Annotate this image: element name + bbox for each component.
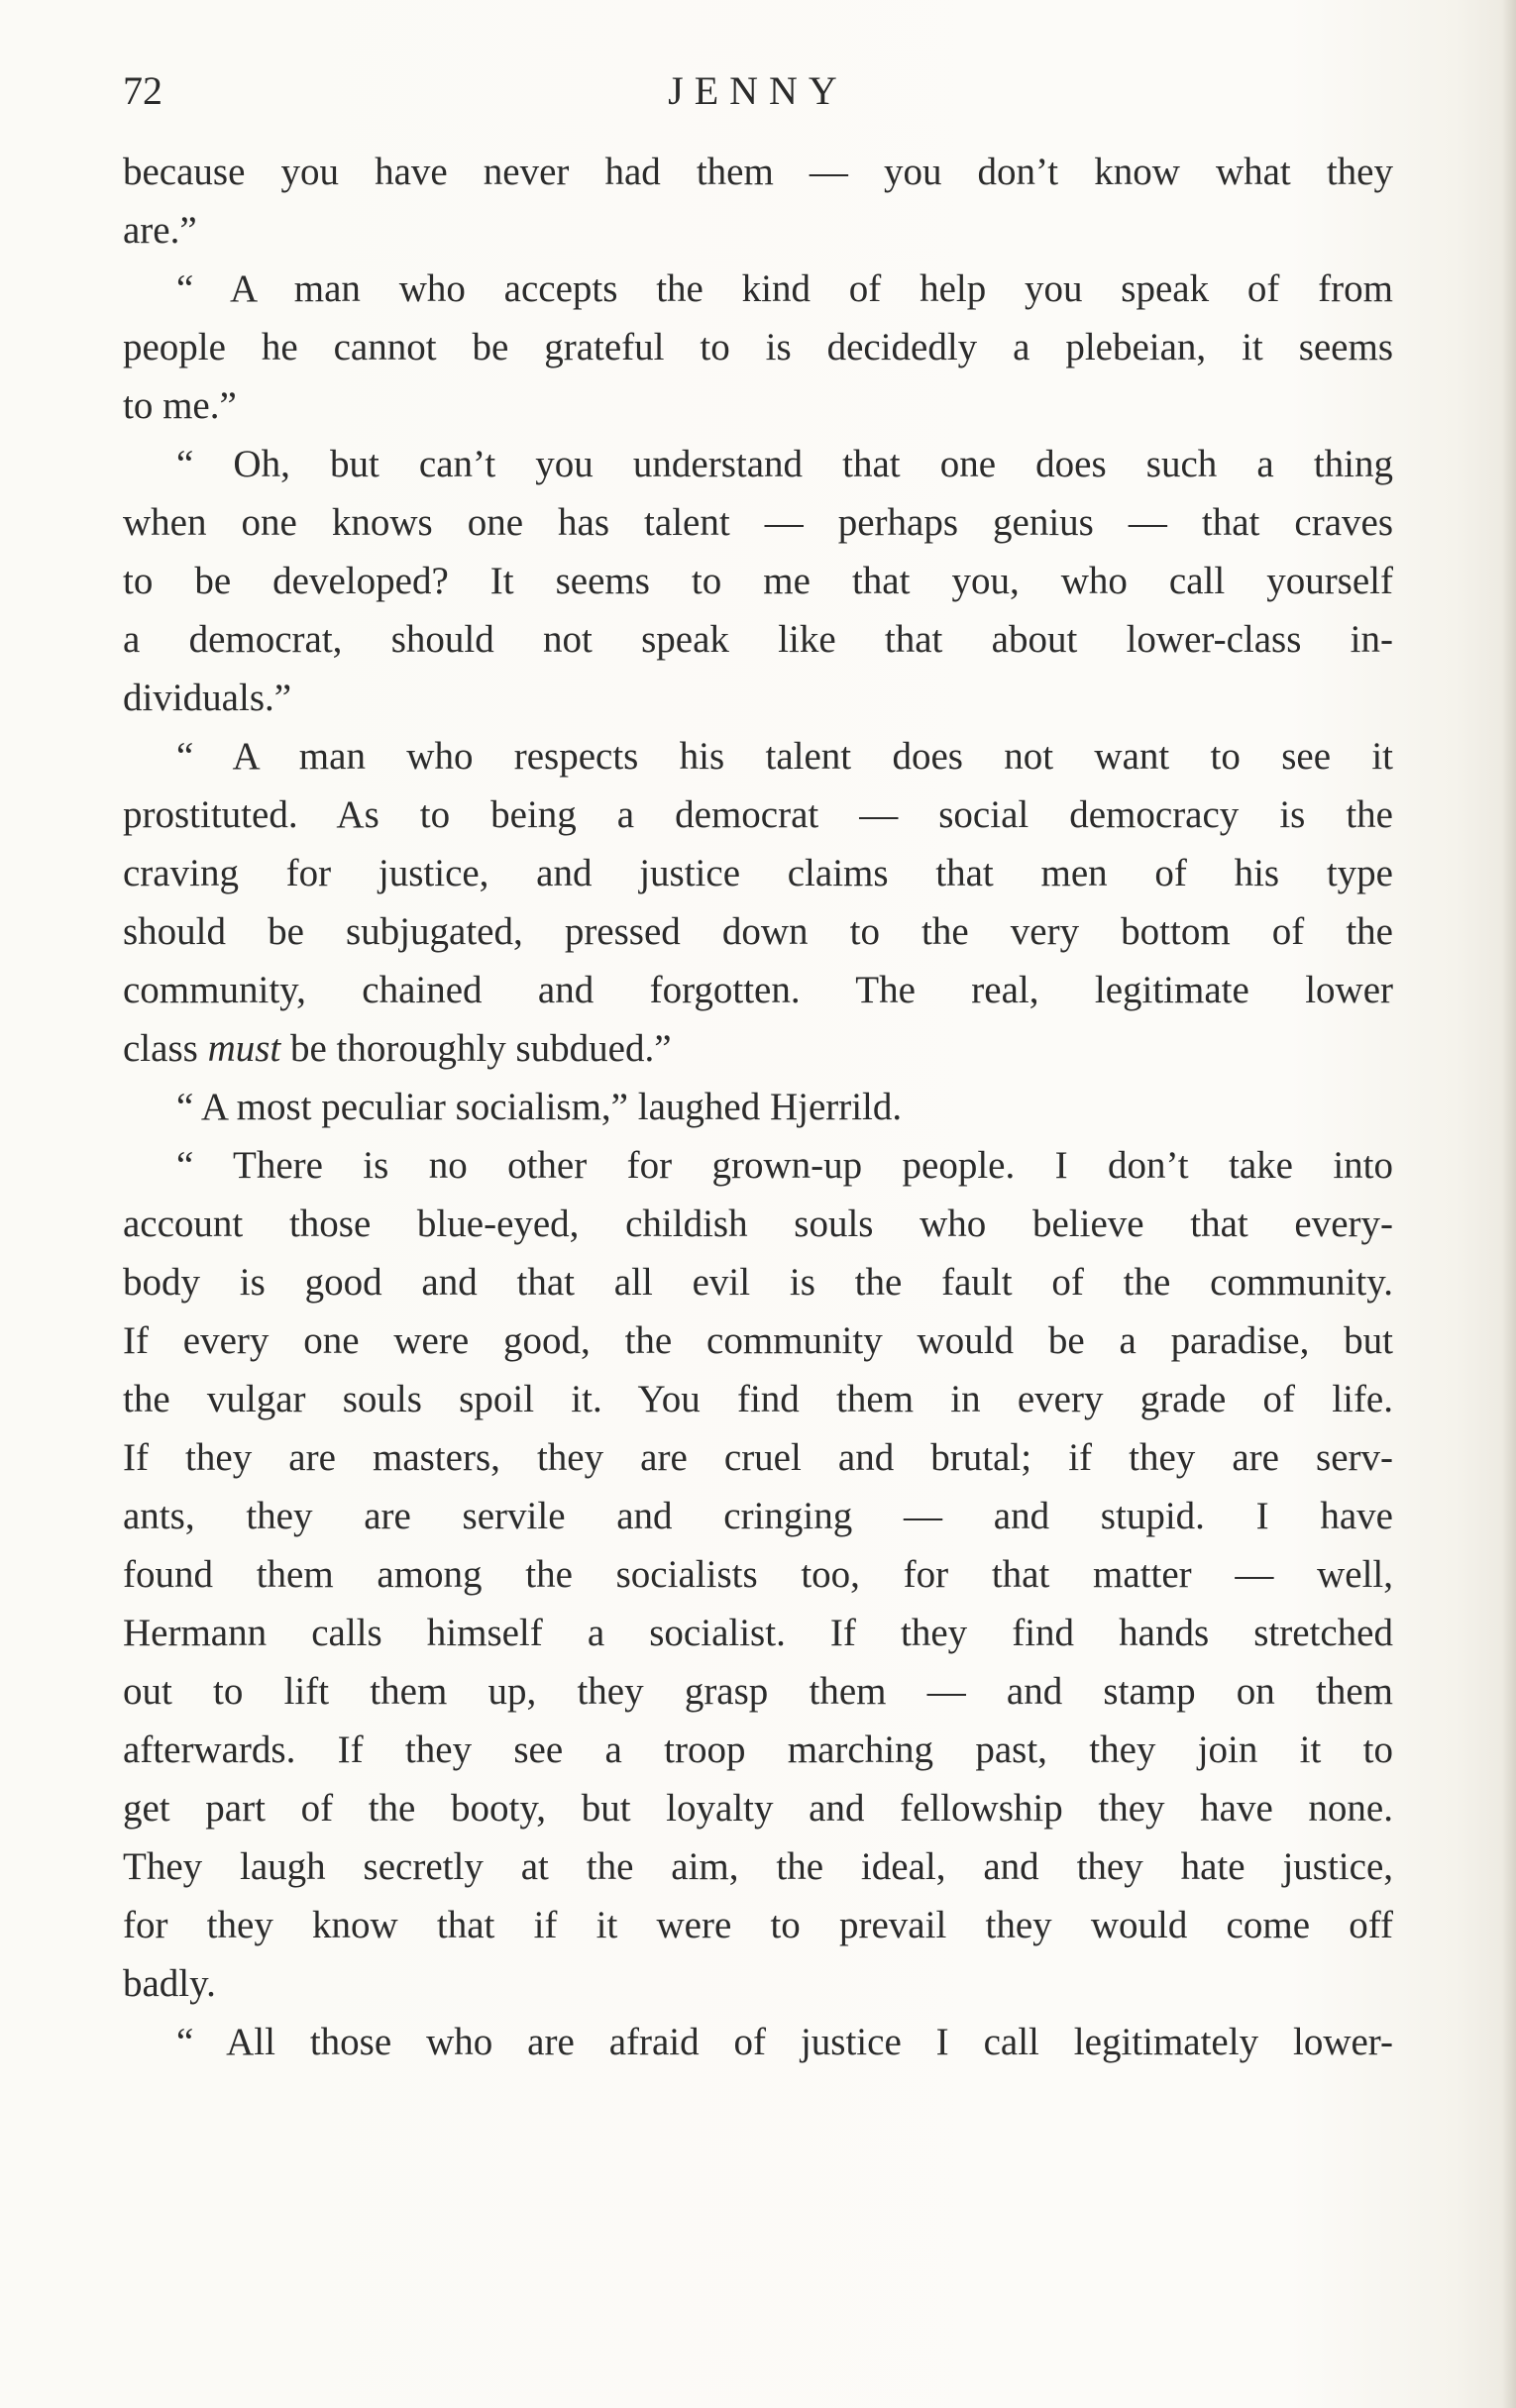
text-line: are.” bbox=[123, 209, 197, 252]
text-line: craving for justice, and justice claims that men of his type bbox=[123, 852, 1393, 894]
text-line: “ A man who respects his talent does not want to see it bbox=[176, 735, 1393, 778]
text-line: “ All those who are afraid of justice I call legitimately lower- bbox=[176, 2021, 1393, 2063]
text-line: Hermann calls himself a socialist. If they find hands stretched bbox=[123, 1612, 1393, 1654]
text-line: If every one were good, the community would be a paradise, but bbox=[123, 1319, 1393, 1362]
running-head: JENNY bbox=[668, 68, 848, 113]
text-line: get part of the booty, but loyalty and fellowship they have none. bbox=[123, 1787, 1393, 1830]
text-line: “ A most peculiar socialism,” laughed Hjerrild. bbox=[176, 1086, 903, 1128]
text-line: found them among the socialists too, for that matter — well, bbox=[123, 1553, 1393, 1596]
body-text bbox=[123, 143, 1393, 2071]
text-line: “ There is no other for grown-up people. I don’t take into bbox=[176, 1144, 1393, 1187]
text-line: body is good and that all evil is the fault of the community. bbox=[123, 1261, 1393, 1304]
text-line: when one knows one has talent — perhaps genius — that craves bbox=[123, 501, 1393, 544]
page-edge-shadow bbox=[1502, 0, 1516, 2408]
text-line: to be developed? It seems to me that you, who call yourself bbox=[123, 560, 1393, 602]
text-line: a democrat, should not speak like that about lower-class in- bbox=[123, 618, 1393, 661]
text-line: should be subjugated, pressed down to the very bottom of the bbox=[123, 910, 1393, 953]
text-line: afterwards. If they see a troop marching past, they join it to bbox=[123, 1728, 1393, 1771]
text-line bbox=[123, 1019, 1393, 1078]
text-line: to me.” bbox=[123, 384, 237, 427]
text-line: dividuals.” bbox=[123, 677, 292, 719]
text-line: the vulgar souls spoil it. You find them in every grade of life. bbox=[123, 1378, 1393, 1420]
text-line: community, chained and forgotten. The real, legitimate lower bbox=[123, 969, 1393, 1011]
text-line: because you have never had them — you don’t know what they bbox=[123, 151, 1393, 193]
text-line: account those blue-eyed, childish souls who believe that every- bbox=[123, 1203, 1393, 1245]
text-line: for they know that if it were to prevail they would come off bbox=[123, 1904, 1393, 1946]
text-line: people he cannot be grateful to is decidedly a plebeian, it seems bbox=[123, 326, 1393, 368]
text-fragment: be thoroughly subdued.” bbox=[280, 1027, 672, 1070]
text-line: “ A man who accepts the kind of help you speak of from bbox=[176, 267, 1393, 310]
page-number: 72 bbox=[123, 68, 162, 113]
text-line: ants, they are servile and cringing — and stupid. I have bbox=[123, 1495, 1393, 1537]
text-line: If they are masters, they are cruel and brutal; if they are serv- bbox=[123, 1436, 1393, 1479]
text-line: prostituted. As to being a democrat — social democracy is the bbox=[123, 793, 1393, 836]
text-fragment: class bbox=[123, 1027, 208, 1070]
emphasis-word: must bbox=[207, 1027, 281, 1070]
text-line: “ Oh, but can’t you understand that one does such a thing bbox=[176, 443, 1393, 485]
text-line: They laugh secretly at the aim, the ideal, and they hate justice, bbox=[123, 1845, 1393, 1888]
text-line: badly. bbox=[123, 1962, 216, 2005]
text-line: out to lift them up, they grasp them — and stamp on them bbox=[123, 1670, 1393, 1713]
